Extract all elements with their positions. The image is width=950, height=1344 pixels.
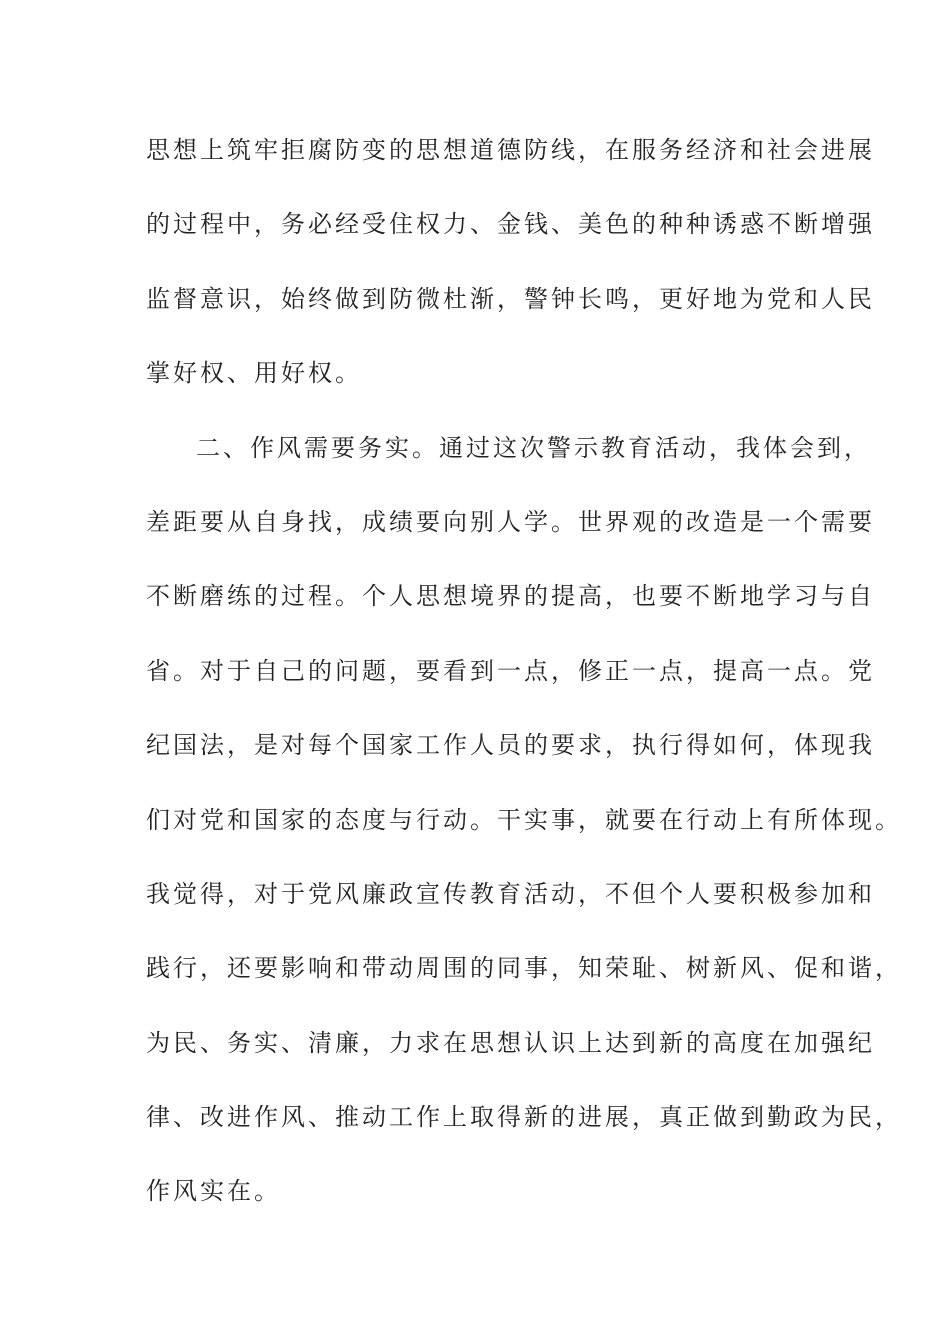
text-line: 差距要从自身找，成绩要向别人学。世界观的改造是一个需要 bbox=[146, 507, 875, 536]
text-line: 作风实在。 bbox=[146, 1177, 281, 1206]
text-line: 不断磨练的过程。个人思想境界的提高，也要不断地学习与自 bbox=[146, 582, 875, 611]
text-line: 省。对于自己的问题，要看到一点，修正一点，提高一点。党 bbox=[146, 656, 875, 685]
text-line: 思想上筑牢拒腐防变的思想道德防线，在服务经济和社会进展 bbox=[146, 136, 875, 164]
paragraph-start-line: 二、作风需要务实。通过这次警示教育活动，我体会到， bbox=[196, 433, 871, 462]
text-line: 律、改进作风、推动工作上取得新的进展，真正做到勤政为民， bbox=[146, 1103, 902, 1132]
text-line: 掌好权、用好权。 bbox=[146, 359, 362, 388]
text-line: 践行，还要影响和带动周围的同事，知荣耻、树新风、促和谐， bbox=[146, 954, 902, 983]
text-line: 们对党和国家的态度与行动。干实事，就要在行动上有所体现。 bbox=[146, 805, 902, 834]
text-line: 的过程中，务必经受住权力、金钱、美色的种种诱惑不断增强 bbox=[146, 210, 875, 239]
text-line: 监督意识，始终做到防微杜渐，警钟长鸣，更好地为党和人民 bbox=[146, 284, 875, 313]
body-text bbox=[146, 126, 902, 1242]
text-line: 纪国法，是对每个国家工作人员的要求，执行得如何，体现我 bbox=[146, 731, 875, 760]
text-line: 我觉得，对于党风廉政宣传教育活动，不但个人要积极参加和 bbox=[146, 879, 875, 908]
text-line: 为民、务实、清廉，力求在思想认识上达到新的高度在加强纪 bbox=[146, 1028, 875, 1057]
